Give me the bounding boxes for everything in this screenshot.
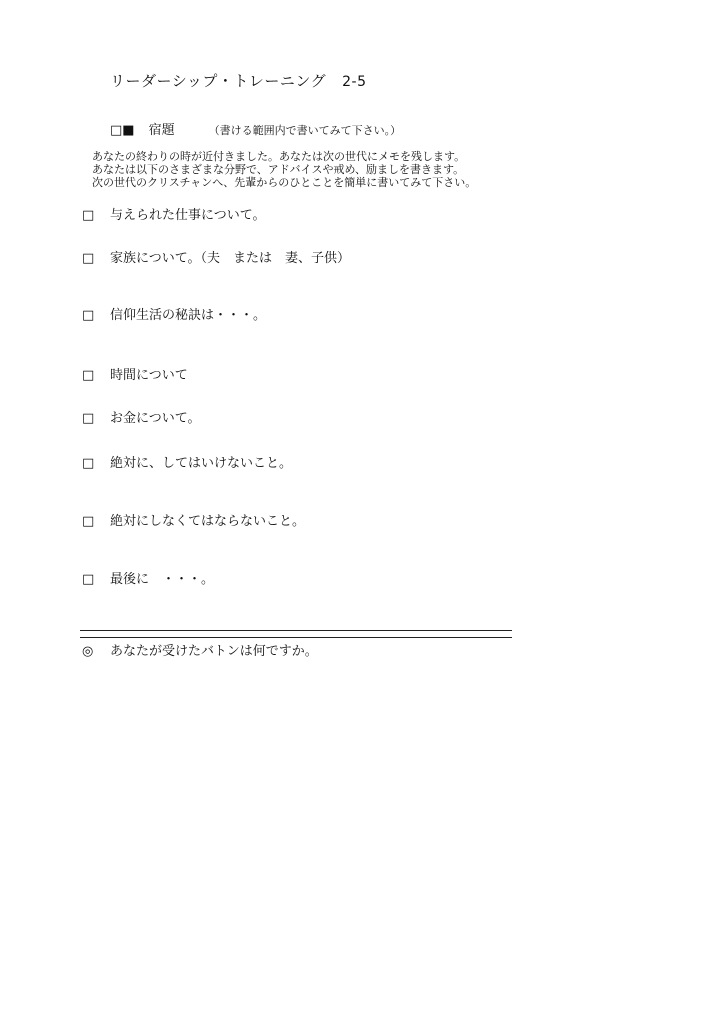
instruction-line: あなたの終わりの時が近付きました。あなたは次の世代にメモを残します。 (92, 150, 466, 163)
question-must-do (82, 510, 305, 529)
question-faith (82, 304, 266, 323)
double-divider (80, 630, 512, 638)
final-question-text: あなたが受けたバトンは何ですか。 (110, 644, 318, 659)
instructions (92, 150, 476, 189)
question-text: お金について。 (110, 411, 201, 426)
checkbox[interactable]: □ (82, 208, 95, 223)
homework-marks: □■ (110, 123, 135, 138)
homework-heading (110, 119, 401, 138)
checkbox[interactable]: □ (82, 456, 95, 471)
checkbox[interactable]: □ (82, 308, 95, 323)
page-title (110, 70, 366, 91)
final-question (82, 640, 318, 659)
question-text: 絶対に、してはいけないこと。 (110, 456, 293, 471)
homework-label: 宿題 (148, 123, 175, 138)
question-text: 絶対にしなくてはならないこと。 (110, 514, 306, 529)
question-money (82, 407, 200, 426)
checkbox[interactable]: □ (82, 411, 95, 426)
question-text: 家族について。（夫 または 妻、子供） (110, 251, 350, 266)
question-text: 最後に ・・・。 (110, 572, 215, 587)
instruction-line: あなたは以下のさまざまな分野で、アドバイスや戒め、励ましを書きます。 (92, 163, 465, 176)
title-text: リーダーシップ・トレーニング (110, 72, 327, 90)
question-work (82, 204, 265, 223)
checkbox[interactable]: □ (82, 251, 95, 266)
checkbox[interactable]: □ (82, 368, 95, 383)
question-text: 信仰生活の秘訣は・・・。 (110, 308, 267, 323)
question-text: 与えられた仕事について。 (110, 208, 266, 223)
homework-note: （書ける範囲内で書いてみて下さい。） (208, 124, 402, 137)
instruction-line: 次の世代のクリスチャンへ、先輩からのひとことを簡単に書いてみて下さい。 (92, 176, 477, 189)
bullseye-icon: ◎ (82, 644, 94, 659)
question-finally (82, 568, 214, 587)
checkbox[interactable]: □ (82, 514, 95, 529)
question-family (82, 247, 350, 266)
lesson-number: 2-5 (342, 74, 367, 90)
question-text: 時間について (110, 368, 188, 383)
question-must-not (82, 452, 292, 471)
question-time (82, 364, 188, 383)
checkbox[interactable]: □ (82, 572, 95, 587)
